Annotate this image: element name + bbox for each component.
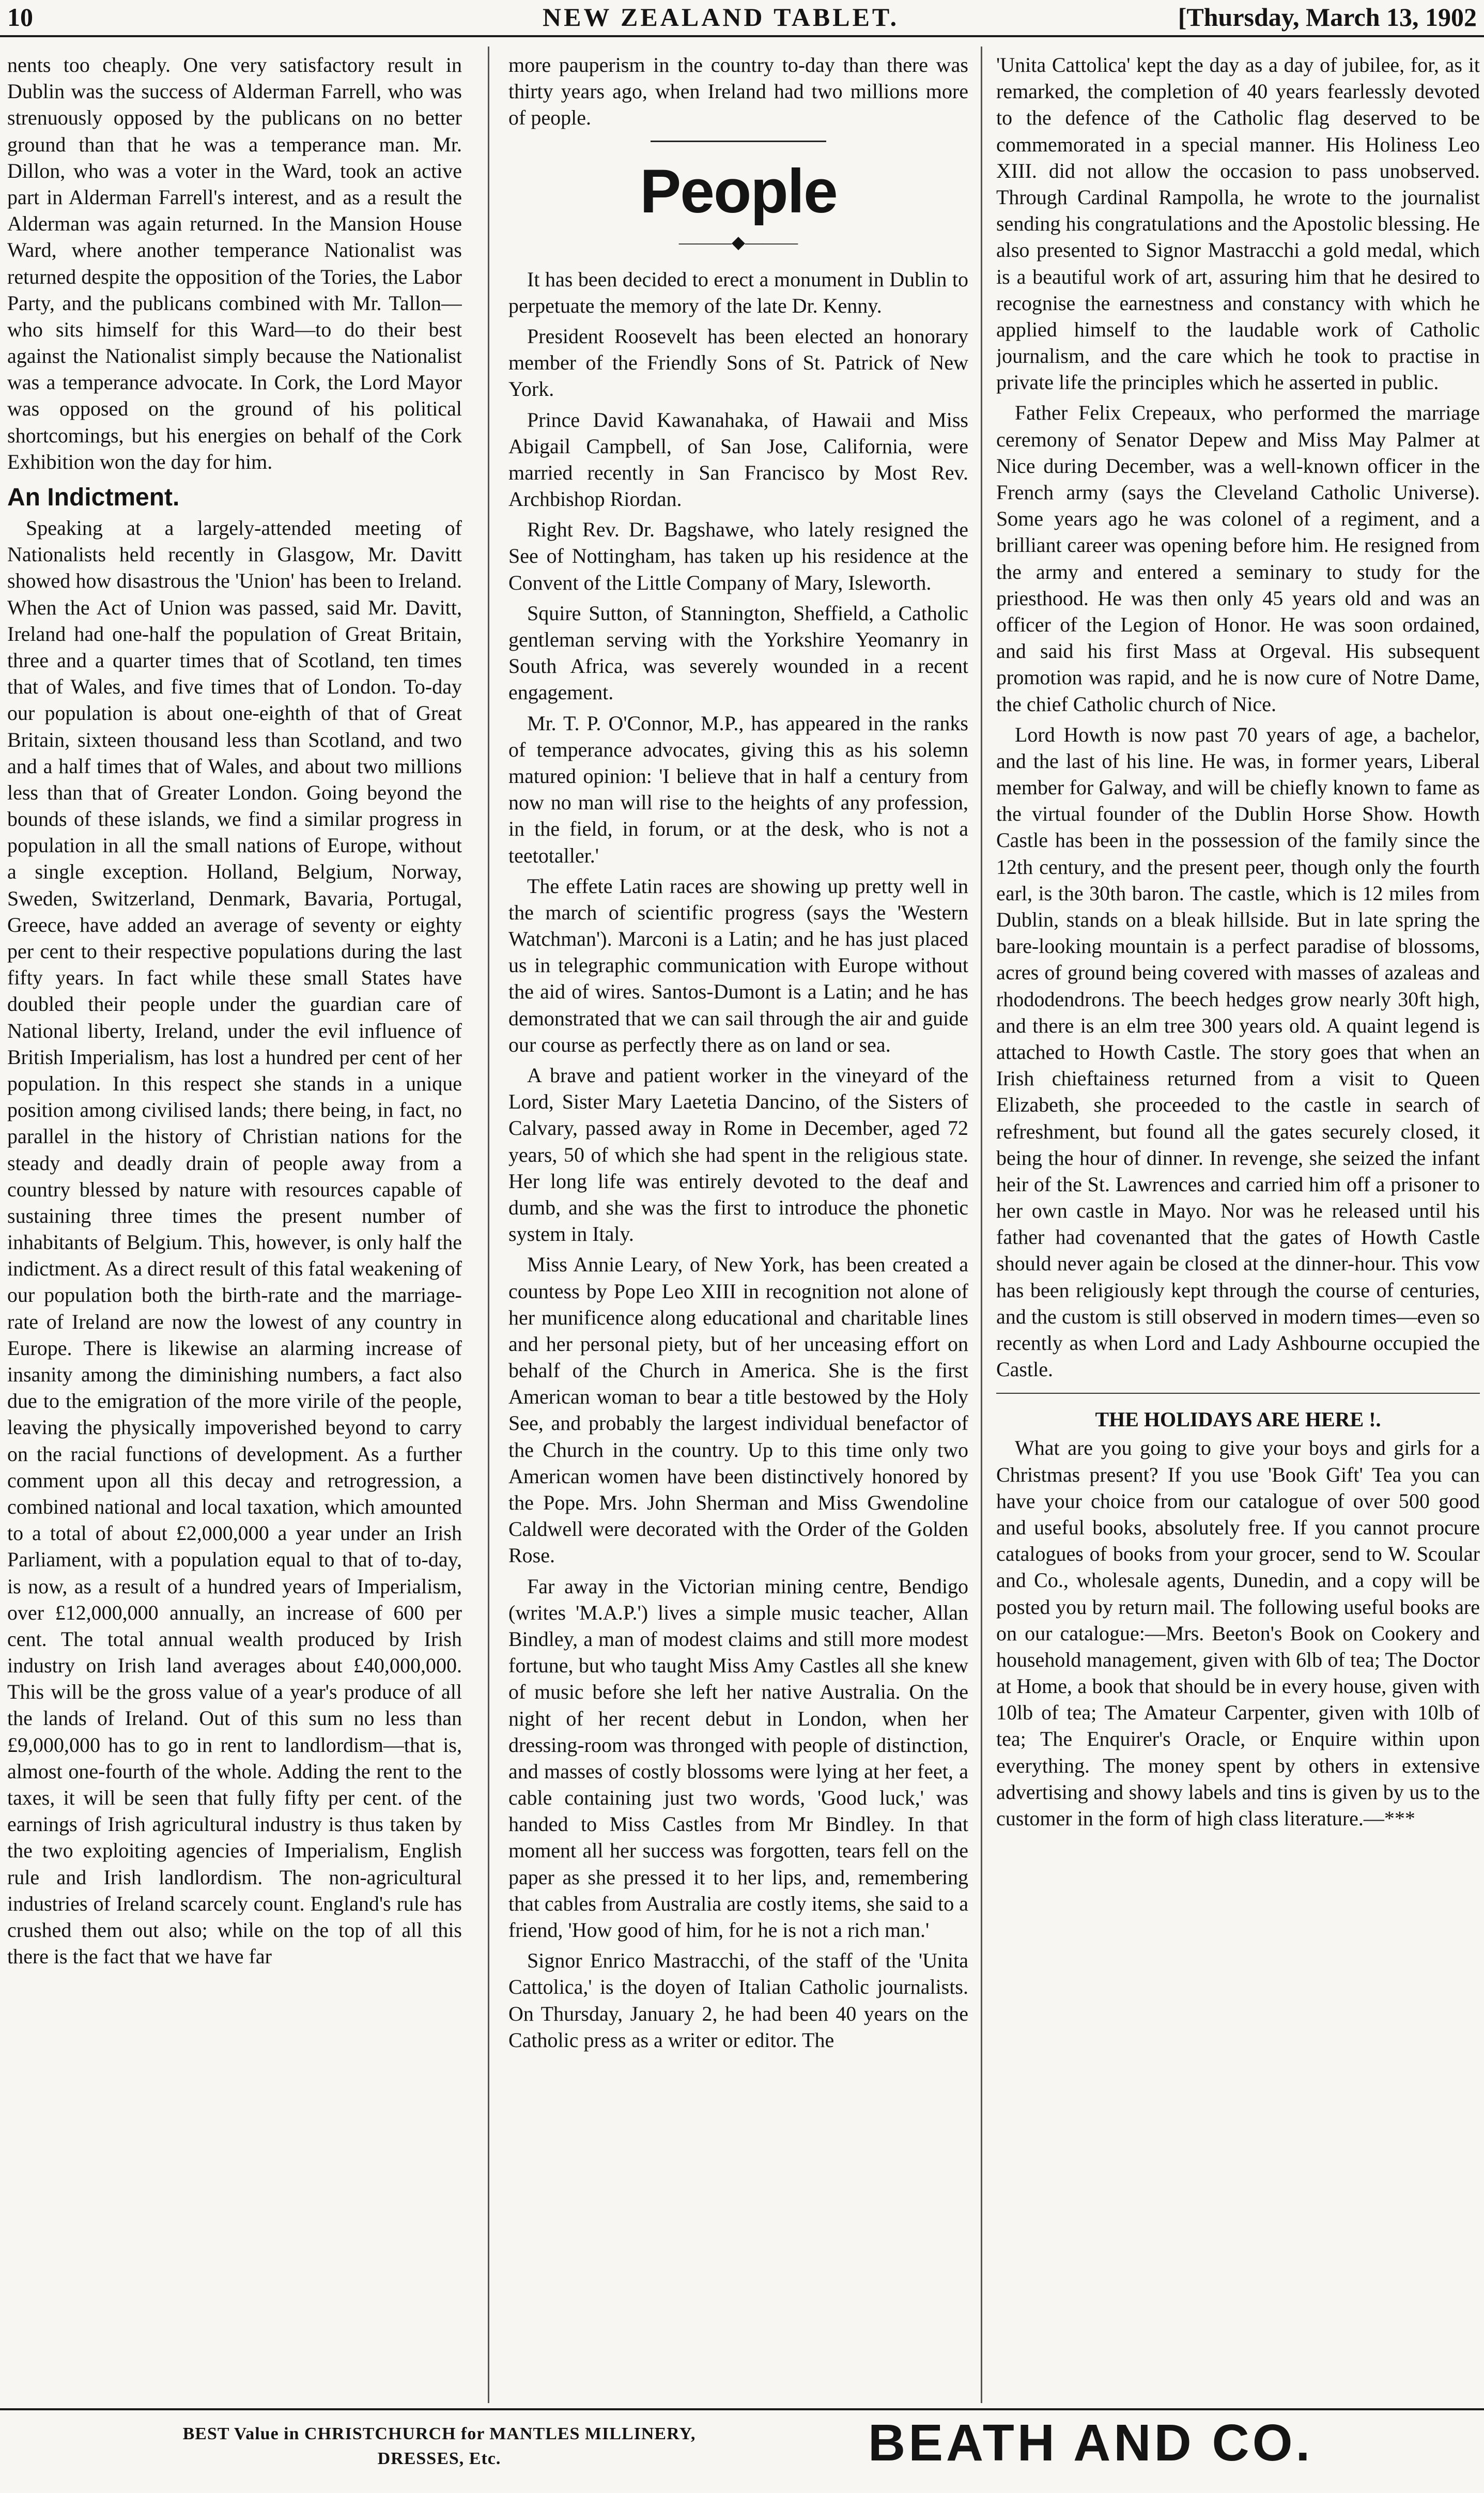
masthead: NEW ZEALAND TABLET. [543,3,900,32]
advert-rule [996,1393,1480,1394]
article-paragraph: nents too cheaply. One very satisfactory result in Dublin was the success of Alderman Farrell, who was strenuously opposed by the publicans on no better ground than that he was a temperance man. Mr. Dillon, who was a voter in the Ward, took an active part in Alderman Farrell's interest, and as a result the Alderman was again returned. In the Mansion House Ward, where another temperance Nationalist was returned despite the opposition of the Tories, the Labor Party, and the publicans combined with Mr. Tallon—who sits himself for this Ward—to do their best against the Nationalist simply because the Nationalist was a temperance advocate. In Cork, the Lord Mayor was opposed on the ground of his political shortcomings, but his energies on behalf of the Cork Exhibition won the day for him. [7,53,462,473]
news-item: Squire Sutton, of Stannington, Sheffield, a Catholic gentleman serving with the Yorkshire Yeomanry in South Africa, was severely wounded in a recent engagement. [508,601,968,704]
column-left [7,52,462,2398]
column-middle [508,52,968,2398]
footer-line-2: DRESSES, Etc. [377,2449,501,2468]
news-item: Right Rev. Dr. Bagshawe, who lately resigned the See of Nottingham, has taken up his residence at the Convent of the Little Company of Mary, Isleworth. [508,518,968,594]
column-divider [981,47,982,2403]
footer-line-1: BEST Value in CHRISTCHURCH for MANTLES MILLINERY, [182,2424,696,2443]
news-item: It has been decided to erect a monument in Dublin to perpetuate the memory of the late Dr. Kenny. [508,267,968,317]
news-item: 'Unita Cattolica' kept the day as a day of jubilee, for, as it remarked, the completion of 40 years fearlessly devoted to the defence of the Catholic flag deserved to be commemorated in a special manner. His Holiness Leo XIII. did not allow the occasion to pass unobserved. Through Cardinal Rampolla, he wrote to the journalist sending his congratulations and the Apostolic blessing. He also presented to Signor Mastracchi a gold medal, which is a beautiful work of art, assuring him that he desired to recognise the earnestness and constancy with which he applied himself to the laudable work of Catholic journalism, and the care which he took to practise in private life the principles which he asserted in public. [996,53,1480,394]
news-item: A brave and patient worker in the vineyard of the Lord, Sister Mary Laetetia Dancino, of the Sisters of Calvary, passed away in Rome in December, aged 72 years, 50 of which she had spent in the religious state. Her long life was entirely devoted to the deaf and dumb, and she was the first to introduce the phonetic system in Italy. [508,1064,968,1246]
footer-brand: BEATH AND CO. [868,2414,1313,2472]
header-rule [0,35,1484,37]
section-rule [651,141,826,142]
issue-date: [Thursday, March 13, 1902 [1178,3,1477,32]
advert-text: What are you going to give your boys and girls for a Christmas present? If you use 'Book Gift' Tea you can have your choice from our catalogue of over 500 good and useful books, absolutely free. If you cannot procure catalogues of books from your grocer, send to W. Scoular and Co., wholesale agents, Dunedin, and a copy will be posted you by return mail. The following useful books are on our catalogue:—Mrs. Beeton's Book on Cookery and household management, given with 6lb of tea; The Doctor at Home, a book that should be in every house, given with 10lb of tea; The Amateur Carpenter, given with 10lb of tea; The Enquirer's Oracle, or Enquire within upon everything. The money spent by others in extensive advertising and showy labels and tins is given by us to the customer in the form of high class literature.—*** [996,1436,1480,1830]
column-divider [488,47,489,2403]
article-paragraph: more pauperism in the country to-day than there was thirty years ago, when Ireland had two millions more of people. [508,53,968,130]
footer-advert [0,2408,1484,2493]
news-item: Lord Howth is now past 70 years of age, a bachelor, and the last of his line. He was, in former years, Liberal member for Galway, and will be chiefly known to fame as the virtual founder of the Dublin Horse Show. Howth Castle has been in the possession of the family since the 12th century, and the present peer, though only the fourth earl, is the 30th baron. The castle, which is 12 miles from Dublin, stands on a bleak hillside. But in late spring the bare-looking mountain is a perfect paradise of blossoms, acres of ground being covered with masses of azaleas and rhododendrons. The beech hedges grow nearly 30ft high, and there is an elm tree 300 years old. A quaint legend is attached to Howth Castle. The story goes that when an Irish chieftainess returned from a visit to Queen Elizabeth, she proceeded to the castle in search of refreshment, but found all the gates securely closed, it being the hour of dinner. In revenge, she seized the infant heir of the St. Lawrences and carried him off a prisoner to her own castle in Mayo. Nor was he released until his father had covenanted that the gates of Howth Castle should never again be closed at the dinner-hour. This vow has been religiously kept through the course of centuries, and the custom is still observed in modern times—even so recently as when Lord and Lady Ashbourne occupied the Castle. [996,722,1480,1381]
news-item: Mr. T. P. O'Connor, M.P., has appeared in the ranks of temperance advocates, giving this as his solemn matured opinion: 'I believe that in half a century from now no man will rise to the heights of any profession, in the field, in forum, or at the desk, who is not a teetotaller.' [508,711,968,867]
news-item: Miss Annie Leary, of New York, has been created a countess by Pope Leo XIII in recognition not alone of her munificence along educational and charitable lines and her personal piety, but of her unceasing effort on behalf of the Church in America. She is the first American woman to bear a title bestowed by the Holy See, and probably the largest individual benefactor of the Church in the country. Up to this time only two American women have been distinctively honored by the Pope. Mrs. John Sherman and Miss Gwendoline Caldwell were decorated with the Order of the Golden Rose. [508,1253,968,1567]
page-header [0,0,1484,36]
news-item: Prince David Kawanahaka, of Hawaii and Miss Abigail Campbell, of San Jose, California, were married recently in San Francisco by Most Rev. Archbishop Riordan. [508,408,968,511]
subheading-indictment: An Indictment. [7,484,180,511]
news-item: Father Felix Crepeaux, who performed the marriage ceremony of Senator Depew and Miss May Palmer at Nice during December, was a well-known officer in the French army (says the Cleveland Catholic Universe). Some years ago he was colonel of a regiment, and a brilliant career was opening before him. He resigned from the army and entered a seminary to study for the priesthood. He was then only 45 years old and was an officer of the Legion of Honor. He was soon ordained, and said his first Mass at Orgeval. His subsequent promotion was rapid, and he is now cure of Notre Dame, the chief Catholic church of Nice. [996,401,1480,716]
ornament-divider: ———◆——— [678,233,798,252]
news-item: Far away in the Victorian mining centre, Bendigo (writes 'M.A.P.') lives a simple music teacher, Allan Bindley, a man of modest claims and still more modest fortune, but who taught Miss Amy Castles all she knew of music before she left her native Australia. On the night of her recent debut in London, when her dressing-room was thronged with people of distinction, and masses of costly blossoms were lying at her feet, a cable containing just two words, 'Good luck,' was handed to Miss Castles from Mr Bindley. In that moment all her success was forgotten, tears fell on the paper as she pressed it to her lips, and, remembering that cables from Australia are costly items, she said to a friend, 'How good of him, for he is not a rich man.' [508,1574,968,1942]
page-number: 10 [7,3,33,32]
section-title-people: People [640,156,837,226]
column-right [996,52,1480,2398]
news-item: Signor Enrico Mastracchi, of the staff of the 'Unita Cattolica,' is the doyen of Italian Catholic journalists. On Thursday, January 2, he had been 40 years on the Catholic press as a writer or editor. The [508,1949,968,2052]
footer-advert-text [52,2422,827,2471]
advert-title: THE HOLIDAYS ARE HERE !. [1095,1408,1381,1432]
news-item: The effete Latin races are showing up pretty well in the march of scientific progress (says the 'Western Watchman'). Marconi is a Latin; and he has just placed us in telegraphic communication with Europe without the aid of wires. Santos-Dumont is a Latin; and he has demonstrated that we can sail through the air and guide our course as perfectly there as on land or sea. [508,874,968,1056]
news-item: President Roosevelt has been elected an honorary member of the Friendly Sons of St. Patrick of New York. [508,324,968,401]
article-paragraph: Speaking at a largely-attended meeting of Nationalists held recently in Glasgow, Mr. Davitt showed how disastrous the 'Union' has been to Ireland. When the Act of Union was passed, said Mr. Davitt, Ireland had one-half the population of Great Britain, three and a quarter times that of Scotland, ten times that of Wales, and five times that of London. To-day our population is about one-eighth of that of Great Britain, sixteen thousand less than Scotland, and two and a half times that of Wales, and about two millions less than that of Greater London. Going beyond the bounds of these islands, we find a similar progress in population in all the small nations of Europe, without a single exception. Holland, Belgium, Norway, Sweden, Switzerland, Denmark, Bavaria, Portugal, Greece, have added an average of seventy or eighty per cent to their respective populations during the last fifty years. In fact while these small States have doubled their people under the guardian care of National liberty, Ireland, under the evil influence of British Imperialism, has lost a hundred per cent of her population. In this respect she stands in a unique position among civilised lands; there being, in fact, no parallel in the history of Christian nations for the steady and deadly drain of people away from a country blessed by nature with resources capable of sustaining three times the present number of inhabitants of Belgium. This, however, is only half the indictment. As a direct result of this fatal weakening of our population both the birth-rate and the marriage-rate of Ireland are now the lowest of any country in Europe. There is likewise an alarming increase of insanity among the diminishing numbers, a fact also due to the emigration of the more virile of the people, leaving the physically impoverished beyond to carry on the racial functions of development. As a further comment upon all this decay and retrogression, a combined national and local taxation, which amounted to a total of about £2,000,000 a year under an Irish Parliament, with a population equal to that of to-day, is now, as a result of a hundred years of Imperialism, over £12,000,000 annually, an increase of 600 per cent. The total annual wealth produced by Irish industry on Irish land averages about £40,000,000. This will be the gross value of a year's produce of all the lands of Ireland. Out of this sum no less than £9,000,000 has to go in rent to landlordism—that is, almost one-fourth of the whole. Adding the rent to the taxes, it will be seen that fully fifty per cent. of the earnings of Irish agricultural industry is thus taken by the two exploiting agencies of Imperialism, English rule and Irish landlordism. The non-agricultural industries of Ireland scarcely count. England's rule has crushed them out also; while on the top of all this there is the fact that we have far [7,516,462,1968]
